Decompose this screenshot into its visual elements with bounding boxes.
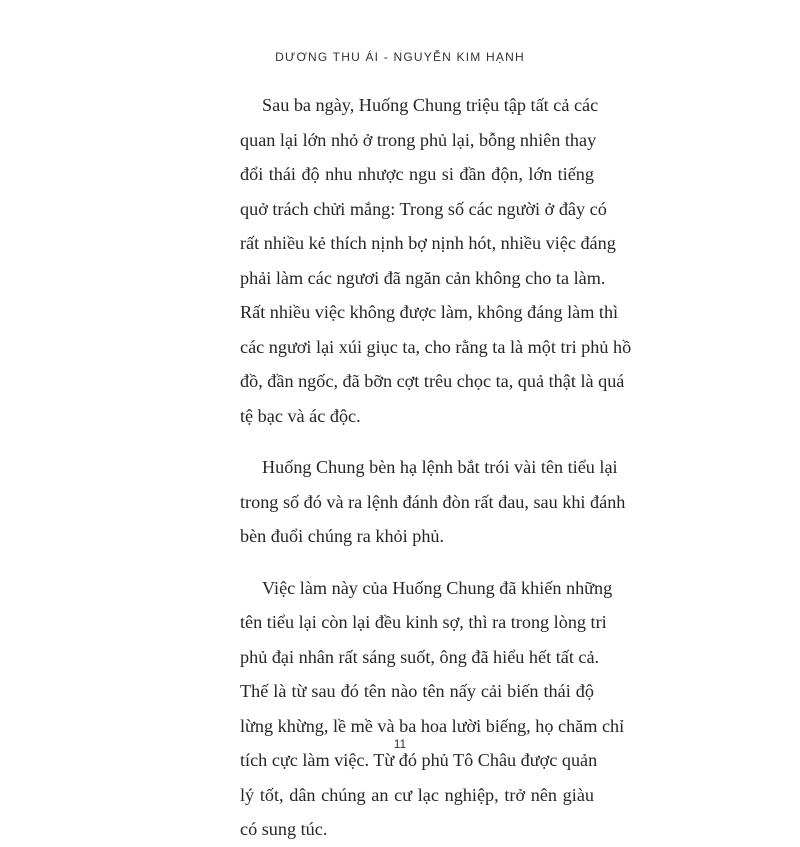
text-line: quở trách chửi mắng: Trong số các người ở đây có xyxy=(240,198,607,219)
text-line: đồ, đần ngốc, đã bỡn cợt trêu chọc ta, quả thật là quá xyxy=(240,371,625,391)
text-line: Việc làm này của Huống Chung đã khiến những xyxy=(262,577,613,598)
paragraph-2 xyxy=(218,450,626,554)
text-line: lý tốt, dân chúng an cư lạc nghiệp, trở nên giàu xyxy=(240,784,594,805)
text-line: lừng khừng, lề mề và ba hoa lười biếng, họ chăm chỉ xyxy=(240,715,625,736)
text-line: quan lại lớn nhỏ ở trong phủ lại, bỗng nhiên thay xyxy=(240,129,597,150)
text-line: phải làm các ngươi đã ngăn cản không cho ta làm. xyxy=(240,267,606,288)
text-line: Rất nhiều việc không được làm, không đáng làm thì xyxy=(240,302,619,322)
paragraph-1 xyxy=(218,88,632,433)
text-line: tên tiểu lại còn lại đều kinh sợ, thì ra trong lòng tri xyxy=(240,612,607,632)
text-line: bèn đuổi chúng ra khỏi phủ. xyxy=(240,526,445,546)
text-line: tích cực làm việc. Từ đó phủ Tô Châu được quản xyxy=(240,750,598,770)
text-line: đổi thái độ nhu nhược ngu si đần độn, lớn tiếng xyxy=(240,164,594,184)
text-line: Huống Chung bèn hạ lệnh bắt trói vài tên tiểu lại xyxy=(262,457,618,477)
page-number: 11 xyxy=(393,737,407,751)
running-header: DƯƠNG THU ÁI - NGUYỄN KIM HẠNH xyxy=(275,50,525,64)
text-line: phủ đại nhân rất sáng suốt, ông đã hiểu hết tất cả. xyxy=(240,646,600,667)
text-line: các ngươi lại xúi giục ta, cho rằng ta là một tri phủ hồ xyxy=(240,336,632,357)
body-text xyxy=(218,88,632,847)
text-line: tệ bạc và ác độc. xyxy=(240,405,361,426)
paragraph-3 xyxy=(218,571,625,847)
text-line: Sau ba ngày, Huống Chung triệu tập tất cả các xyxy=(262,95,599,115)
text-line: trong số đó và ra lệnh đánh đòn rất đau, sau khi đánh xyxy=(240,491,626,512)
text-line: rất nhiều kẻ thích nịnh bợ nịnh hót, nhiều việc đáng xyxy=(240,233,616,253)
text-line: có sung túc. xyxy=(240,819,328,839)
text-line: Thế là từ sau đó tên nào tên nấy cải biến thái độ xyxy=(240,681,594,701)
